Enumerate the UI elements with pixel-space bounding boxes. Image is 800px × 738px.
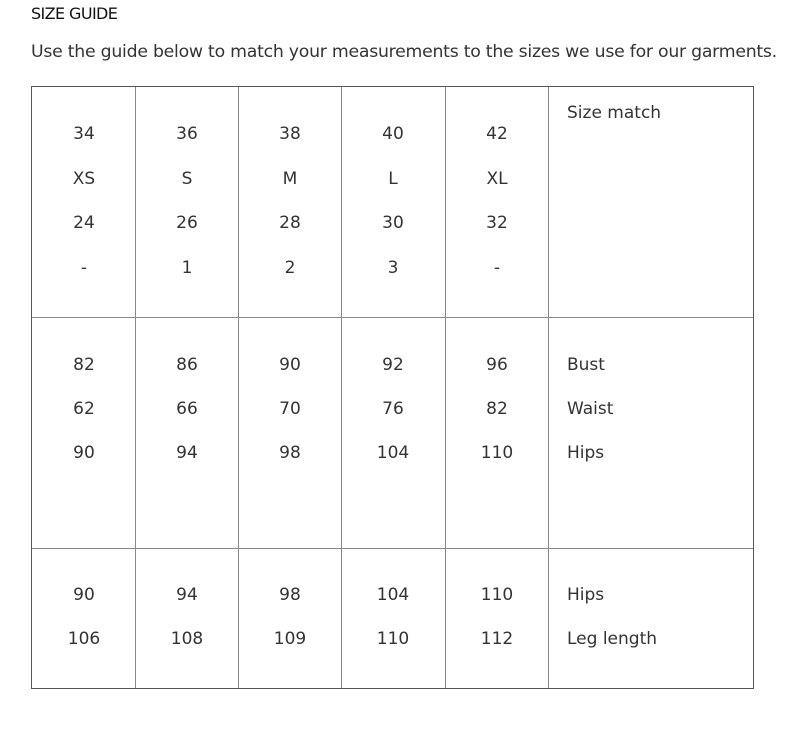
waist-xl: 82 xyxy=(486,399,508,419)
size-match-label: Size match xyxy=(567,103,662,123)
waist-m: 70 xyxy=(279,399,301,419)
leg-length-l: 110 xyxy=(376,629,410,649)
size-letter-xl: XL xyxy=(486,169,508,189)
hips-xl: 110 xyxy=(480,443,514,463)
waist-s: 66 xyxy=(176,399,198,419)
size-uk-s: 26 xyxy=(176,213,198,233)
hips2-xl: 110 xyxy=(480,585,514,605)
bust-label: Bust xyxy=(567,355,605,375)
size-letter-m: M xyxy=(282,169,298,189)
bust-xs: 82 xyxy=(73,355,95,375)
size-eu-xl: 42 xyxy=(486,124,508,144)
hips2-xs: 90 xyxy=(73,585,95,605)
size-num-xl: - xyxy=(493,258,501,278)
row-divider xyxy=(32,548,753,549)
size-letter-s: S xyxy=(181,169,193,189)
size-num-s: 1 xyxy=(181,258,193,278)
hips2-s: 94 xyxy=(176,585,198,605)
hips-xs: 90 xyxy=(73,443,95,463)
leg-length-m: 109 xyxy=(273,629,307,649)
size-uk-m: 28 xyxy=(279,213,301,233)
size-table xyxy=(31,86,754,689)
waist-xs: 62 xyxy=(73,399,95,419)
row-divider xyxy=(32,317,753,318)
hips-s: 94 xyxy=(176,443,198,463)
leg-length-s: 108 xyxy=(170,629,204,649)
leg-length-xs: 106 xyxy=(67,629,101,649)
size-uk-l: 30 xyxy=(382,213,404,233)
size-eu-m: 38 xyxy=(279,124,301,144)
size-letter-l: L xyxy=(388,169,398,189)
size-eu-s: 36 xyxy=(176,124,198,144)
hips2-m: 98 xyxy=(279,585,301,605)
bust-s: 86 xyxy=(176,355,198,375)
size-num-m: 2 xyxy=(284,258,296,278)
bust-l: 92 xyxy=(382,355,404,375)
size-uk-xl: 32 xyxy=(486,213,508,233)
size-eu-l: 40 xyxy=(382,124,404,144)
size-num-l: 3 xyxy=(387,258,399,278)
leg-length-xl: 112 xyxy=(480,629,514,649)
bust-xl: 96 xyxy=(486,355,508,375)
size-letter-xs: XS xyxy=(72,169,96,189)
waist-label: Waist xyxy=(567,399,614,419)
intro-text: Use the guide below to match your measurements to the sizes we use for our garments. xyxy=(31,42,777,62)
page-title: SIZE GUIDE xyxy=(31,4,118,23)
hips-l: 104 xyxy=(376,443,410,463)
hips-m: 98 xyxy=(279,443,301,463)
size-eu-xs: 34 xyxy=(73,124,95,144)
waist-l: 76 xyxy=(382,399,404,419)
leg-length-label: Leg length xyxy=(567,629,658,649)
bust-m: 90 xyxy=(279,355,301,375)
hips-label: Hips xyxy=(567,443,605,463)
size-uk-xs: 24 xyxy=(73,213,95,233)
hips2-label: Hips xyxy=(567,585,605,605)
size-num-xs: - xyxy=(80,258,88,278)
hips2-l: 104 xyxy=(376,585,410,605)
